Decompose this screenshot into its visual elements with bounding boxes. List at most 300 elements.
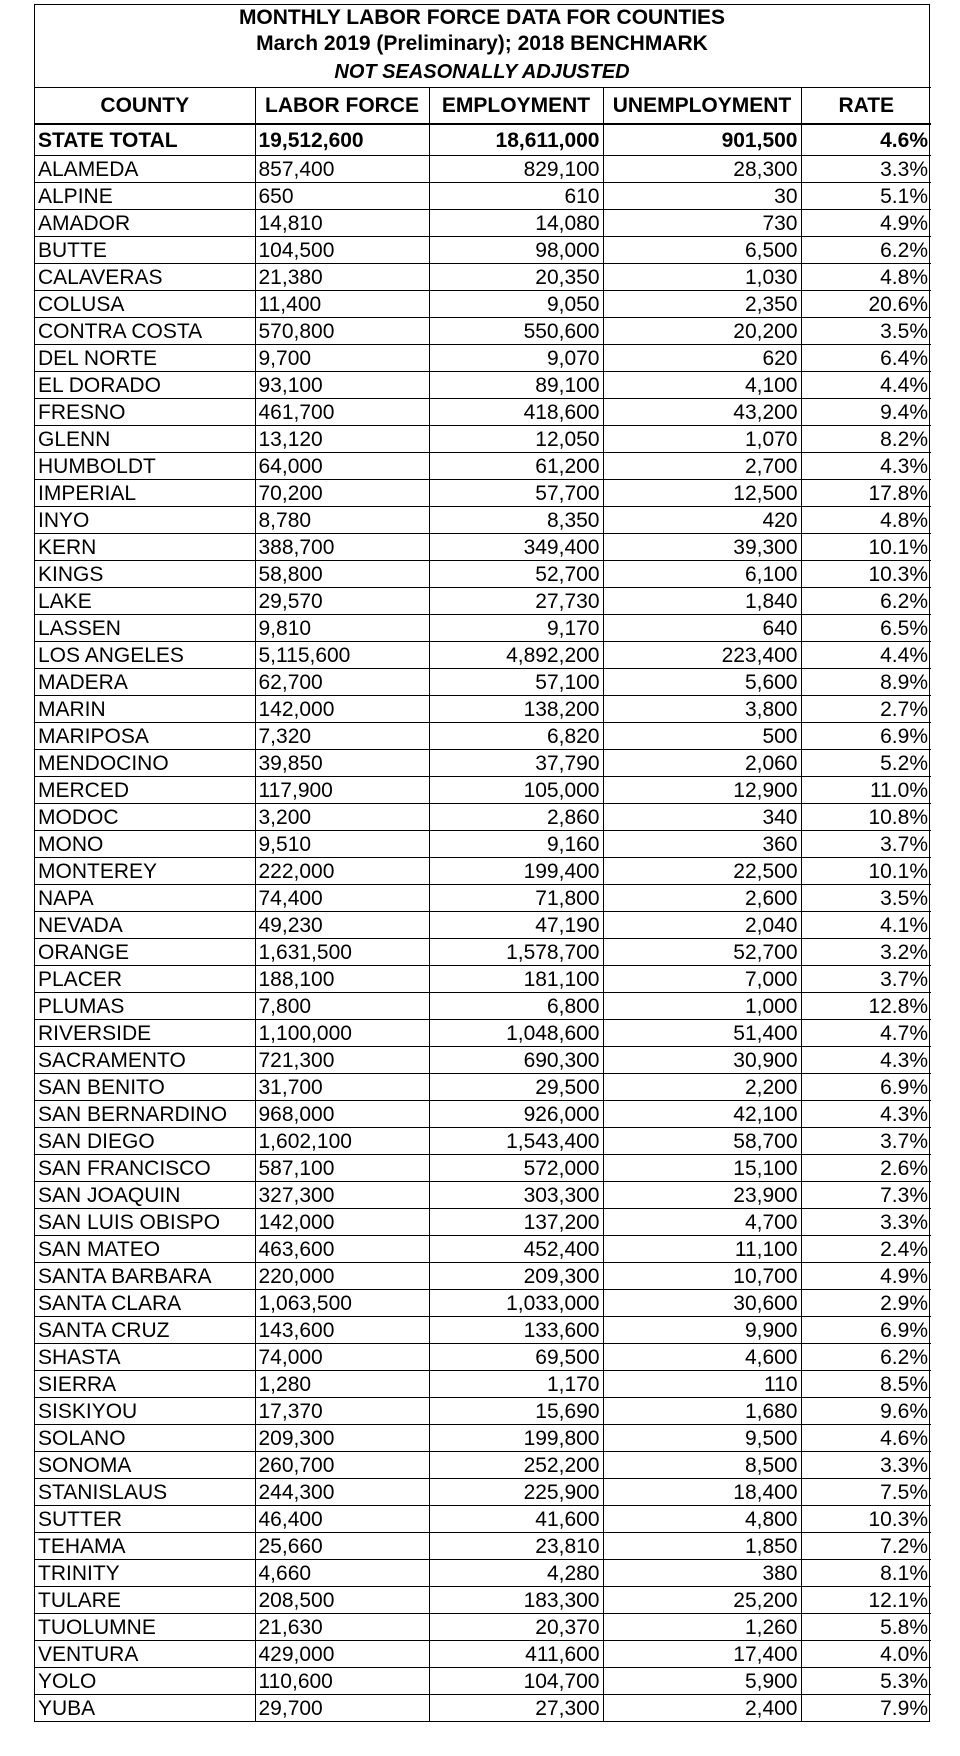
labor-force-value: 1,100,000: [255, 1020, 429, 1047]
rate-value: 4.9%: [801, 210, 931, 237]
unemployment-value: 30,900: [603, 1047, 801, 1074]
employment-value: 9,160: [429, 831, 603, 858]
county-name: IMPERIAL: [35, 480, 255, 507]
unemployment-value: 730: [603, 210, 801, 237]
county-name: MODOC: [35, 804, 255, 831]
table-row: [35, 885, 931, 912]
labor-force-value: 74,000: [255, 1344, 429, 1371]
unemployment-value: 15,100: [603, 1155, 801, 1182]
rate-value: 7.5%: [801, 1479, 931, 1506]
employment-value: 29,500: [429, 1074, 603, 1101]
unemployment-value: 5,600: [603, 669, 801, 696]
unemployment-value: 1,850: [603, 1533, 801, 1560]
employment-value: 9,170: [429, 615, 603, 642]
employment-value: 418,600: [429, 399, 603, 426]
county-name: MADERA: [35, 669, 255, 696]
rate-value: 2.4%: [801, 1236, 931, 1263]
rate-value: 10.1%: [801, 858, 931, 885]
labor-force-value: 142,000: [255, 1209, 429, 1236]
labor-force-value: 461,700: [255, 399, 429, 426]
table-row: [35, 1371, 931, 1398]
unemployment-value: 2,600: [603, 885, 801, 912]
unemployment-value: 8,500: [603, 1452, 801, 1479]
rate-value: 5.1%: [801, 183, 931, 210]
unemployment-value: 22,500: [603, 858, 801, 885]
county-name: SAN LUIS OBISPO: [35, 1209, 255, 1236]
unemployment-value: 6,100: [603, 561, 801, 588]
table-row: [35, 750, 931, 777]
labor-force-value: 8,780: [255, 507, 429, 534]
labor-force-value: 21,380: [255, 264, 429, 291]
labor-force-value: 13,120: [255, 426, 429, 453]
table-row: [35, 1263, 931, 1290]
table-row: [35, 1560, 931, 1587]
county-name: SISKIYOU: [35, 1398, 255, 1425]
rate-value: 12.8%: [801, 993, 931, 1020]
county-name: SANTA CRUZ: [35, 1317, 255, 1344]
rate-value: 3.5%: [801, 318, 931, 345]
employment-value: 23,810: [429, 1533, 603, 1560]
table-row: [35, 723, 931, 750]
employment-value: 69,500: [429, 1344, 603, 1371]
county-name: YUBA: [35, 1695, 255, 1722]
rate-value: 3.3%: [801, 1209, 931, 1236]
labor-force-value: 1,280: [255, 1371, 429, 1398]
employment-value: 15,690: [429, 1398, 603, 1425]
county-name: SAN BERNARDINO: [35, 1101, 255, 1128]
unemployment-value: 9,500: [603, 1425, 801, 1452]
employment-value: 209,300: [429, 1263, 603, 1290]
labor-force-value: 968,000: [255, 1101, 429, 1128]
unemployment-value: 23,900: [603, 1182, 801, 1209]
rate-value: 4.1%: [801, 912, 931, 939]
rate-value: 6.9%: [801, 723, 931, 750]
employment-value: 1,048,600: [429, 1020, 603, 1047]
table-row: [35, 291, 931, 318]
table-row: [35, 156, 931, 183]
rate-value: 6.4%: [801, 345, 931, 372]
county-name: MONO: [35, 831, 255, 858]
employment-value: 1,578,700: [429, 939, 603, 966]
rate-value: 17.8%: [801, 480, 931, 507]
employment-value: 27,730: [429, 588, 603, 615]
employment-value: 829,100: [429, 156, 603, 183]
county-name: YOLO: [35, 1668, 255, 1695]
rate-value: 12.1%: [801, 1587, 931, 1614]
rate-value: 5.3%: [801, 1668, 931, 1695]
table-row: [35, 399, 931, 426]
labor-force-value: 29,700: [255, 1695, 429, 1722]
employment-value: 71,800: [429, 885, 603, 912]
county-name: NEVADA: [35, 912, 255, 939]
employment-value: 252,200: [429, 1452, 603, 1479]
adjustment-note: NOT SEASONALLY ADJUSTED: [334, 61, 630, 83]
rate-value: 4.4%: [801, 372, 931, 399]
rate-value: 2.6%: [801, 1155, 931, 1182]
header-county: COUNTY: [35, 88, 255, 125]
rate-value: 6.2%: [801, 237, 931, 264]
county-name: DEL NORTE: [35, 345, 255, 372]
rate-value: 4.6%: [801, 1425, 931, 1452]
county-name: LASSEN: [35, 615, 255, 642]
employment-value: 690,300: [429, 1047, 603, 1074]
unemployment-value: 30,600: [603, 1290, 801, 1317]
table-row: [35, 615, 931, 642]
labor-force-value: 11,400: [255, 291, 429, 318]
labor-force-value: 650: [255, 183, 429, 210]
county-name: SANTA BARBARA: [35, 1263, 255, 1290]
employment-value: 199,800: [429, 1425, 603, 1452]
table-row: [35, 1236, 931, 1263]
employment-value: 2,860: [429, 804, 603, 831]
employment-value: 6,800: [429, 993, 603, 1020]
labor-force-value: 31,700: [255, 1074, 429, 1101]
table-row: [35, 831, 931, 858]
table-row: [35, 1074, 931, 1101]
rate-value: 4.8%: [801, 507, 931, 534]
county-name: TUOLUMNE: [35, 1614, 255, 1641]
labor-force-value: 5,115,600: [255, 642, 429, 669]
table-row: [35, 507, 931, 534]
table-row: [35, 480, 931, 507]
table-row: [35, 237, 931, 264]
rate-value: 6.2%: [801, 588, 931, 615]
labor-force-value: 209,300: [255, 1425, 429, 1452]
unemployment-value: 43,200: [603, 399, 801, 426]
table-row: [35, 1425, 931, 1452]
county-name: SHASTA: [35, 1344, 255, 1371]
employment-value: 4,892,200: [429, 642, 603, 669]
table-row: [35, 1479, 931, 1506]
county-name: SAN DIEGO: [35, 1128, 255, 1155]
employment-value: 1,033,000: [429, 1290, 603, 1317]
employment-value: 183,300: [429, 1587, 603, 1614]
rate-value: 6.5%: [801, 615, 931, 642]
labor-force-value: 4,660: [255, 1560, 429, 1587]
unemployment-value: 2,400: [603, 1695, 801, 1722]
table-row: [35, 1506, 931, 1533]
county-name: KINGS: [35, 561, 255, 588]
state-total-row: [35, 124, 931, 156]
unemployment-value: 1,840: [603, 588, 801, 615]
employment-value: 27,300: [429, 1695, 603, 1722]
table-header-row: [35, 88, 931, 125]
employment-value: 926,000: [429, 1101, 603, 1128]
rate-value: 4.3%: [801, 1047, 931, 1074]
labor-force-value: 104,500: [255, 237, 429, 264]
county-name: SAN BENITO: [35, 1074, 255, 1101]
employment-value: 1,170: [429, 1371, 603, 1398]
employment-value: 41,600: [429, 1506, 603, 1533]
unemployment-value: 20,200: [603, 318, 801, 345]
table-row: [35, 1155, 931, 1182]
unemployment-value: 380: [603, 1560, 801, 1587]
labor-force-value: 327,300: [255, 1182, 429, 1209]
table-row: [35, 372, 931, 399]
unemployment-value: 1,000: [603, 993, 801, 1020]
employment-value: 20,370: [429, 1614, 603, 1641]
labor-force-value: 570,800: [255, 318, 429, 345]
county-name: ALPINE: [35, 183, 255, 210]
employment-value: 104,700: [429, 1668, 603, 1695]
county-name: SOLANO: [35, 1425, 255, 1452]
table-row: [35, 804, 931, 831]
table-row: [35, 1533, 931, 1560]
unemployment-value: 11,100: [603, 1236, 801, 1263]
labor-force-value: 9,810: [255, 615, 429, 642]
rate-value: 10.1%: [801, 534, 931, 561]
labor-force-value: 117,900: [255, 777, 429, 804]
unemployment-value: 39,300: [603, 534, 801, 561]
table-row: [35, 534, 931, 561]
table-row: [35, 1101, 931, 1128]
rate-value: 8.5%: [801, 1371, 931, 1398]
rate-value: 7.3%: [801, 1182, 931, 1209]
unemployment-value: 4,800: [603, 1506, 801, 1533]
employment-value: 138,200: [429, 696, 603, 723]
employment-value: 303,300: [429, 1182, 603, 1209]
employment-value: 57,700: [429, 480, 603, 507]
total-rate: 4.6%: [801, 124, 931, 156]
county-name: HUMBOLDT: [35, 453, 255, 480]
unemployment-value: 1,680: [603, 1398, 801, 1425]
employment-value: 610: [429, 183, 603, 210]
county-name: KERN: [35, 534, 255, 561]
labor-force-value: 17,370: [255, 1398, 429, 1425]
labor-force-value: 388,700: [255, 534, 429, 561]
employment-value: 9,070: [429, 345, 603, 372]
rate-value: 3.5%: [801, 885, 931, 912]
unemployment-value: 28,300: [603, 156, 801, 183]
employment-value: 199,400: [429, 858, 603, 885]
county-name: ORANGE: [35, 939, 255, 966]
rate-value: 4.0%: [801, 1641, 931, 1668]
total-unemployment: 901,500: [603, 124, 801, 156]
table-body: [35, 124, 931, 1721]
county-name: SONOMA: [35, 1452, 255, 1479]
unemployment-value: 10,700: [603, 1263, 801, 1290]
rate-value: 10.3%: [801, 561, 931, 588]
table-row: [35, 858, 931, 885]
labor-force-value: 220,000: [255, 1263, 429, 1290]
page-title: MONTHLY LABOR FORCE DATA FOR COUNTIES: [238, 6, 726, 29]
unemployment-value: 620: [603, 345, 801, 372]
labor-force-value: 46,400: [255, 1506, 429, 1533]
total-labor-force: 19,512,600: [255, 124, 429, 156]
rate-value: 9.6%: [801, 1398, 931, 1425]
labor-force-value: 9,510: [255, 831, 429, 858]
county-name: SANTA CLARA: [35, 1290, 255, 1317]
employment-value: 98,000: [429, 237, 603, 264]
county-name: TULARE: [35, 1587, 255, 1614]
unemployment-value: 2,060: [603, 750, 801, 777]
unemployment-value: 4,100: [603, 372, 801, 399]
county-name: CALAVERAS: [35, 264, 255, 291]
labor-force-value: 1,063,500: [255, 1290, 429, 1317]
labor-force-value: 74,400: [255, 885, 429, 912]
county-name: MARIN: [35, 696, 255, 723]
unemployment-value: 30: [603, 183, 801, 210]
county-name: AMADOR: [35, 210, 255, 237]
rate-value: 3.3%: [801, 1452, 931, 1479]
page-subtitle: March 2019 (Preliminary); 2018 BENCHMARK: [256, 32, 708, 55]
rate-value: 4.3%: [801, 453, 931, 480]
rate-value: 4.8%: [801, 264, 931, 291]
table-row: [35, 912, 931, 939]
rate-value: 6.2%: [801, 1344, 931, 1371]
table-row: [35, 777, 931, 804]
labor-force-value: 14,810: [255, 210, 429, 237]
table-row: [35, 183, 931, 210]
table-row: [35, 561, 931, 588]
table-row: [35, 1290, 931, 1317]
rate-value: 4.7%: [801, 1020, 931, 1047]
unemployment-value: 360: [603, 831, 801, 858]
labor-force-value: 58,800: [255, 561, 429, 588]
table-row: [35, 426, 931, 453]
labor-force-value: 7,320: [255, 723, 429, 750]
rate-value: 7.9%: [801, 1695, 931, 1722]
county-name: PLACER: [35, 966, 255, 993]
unemployment-value: 25,200: [603, 1587, 801, 1614]
unemployment-value: 2,700: [603, 453, 801, 480]
unemployment-value: 12,500: [603, 480, 801, 507]
county-name: COLUSA: [35, 291, 255, 318]
table-row: [35, 1317, 931, 1344]
labor-force-value: 857,400: [255, 156, 429, 183]
table-row: [35, 1344, 931, 1371]
county-name: NAPA: [35, 885, 255, 912]
table-row: [35, 210, 931, 237]
labor-force-value: 463,600: [255, 1236, 429, 1263]
rate-value: 3.3%: [801, 156, 931, 183]
total-label: STATE TOTAL: [35, 124, 255, 156]
labor-force-value: 29,570: [255, 588, 429, 615]
employment-value: 181,100: [429, 966, 603, 993]
table-row: [35, 318, 931, 345]
county-name: VENTURA: [35, 1641, 255, 1668]
table-row: [35, 453, 931, 480]
rate-value: 4.4%: [801, 642, 931, 669]
employment-value: 57,100: [429, 669, 603, 696]
employment-value: 61,200: [429, 453, 603, 480]
header-rate: RATE: [801, 88, 931, 125]
table-row: [35, 1398, 931, 1425]
labor-force-value: 93,100: [255, 372, 429, 399]
rate-value: 3.2%: [801, 939, 931, 966]
unemployment-value: 2,040: [603, 912, 801, 939]
employment-value: 37,790: [429, 750, 603, 777]
labor-force-value: 721,300: [255, 1047, 429, 1074]
rate-value: 7.2%: [801, 1533, 931, 1560]
rate-value: 4.3%: [801, 1101, 931, 1128]
unemployment-value: 1,070: [603, 426, 801, 453]
employment-value: 52,700: [429, 561, 603, 588]
employment-value: 12,050: [429, 426, 603, 453]
table-row: [35, 1668, 931, 1695]
unemployment-value: 1,260: [603, 1614, 801, 1641]
county-name: SAN MATEO: [35, 1236, 255, 1263]
employment-value: 9,050: [429, 291, 603, 318]
labor-force-value: 64,000: [255, 453, 429, 480]
county-name: LOS ANGELES: [35, 642, 255, 669]
unemployment-value: 51,400: [603, 1020, 801, 1047]
labor-force-value: 587,100: [255, 1155, 429, 1182]
county-name: LAKE: [35, 588, 255, 615]
labor-force-sheet: [34, 4, 930, 1722]
county-name: TRINITY: [35, 1560, 255, 1587]
labor-force-value: 143,600: [255, 1317, 429, 1344]
employment-value: 550,600: [429, 318, 603, 345]
labor-force-value: 7,800: [255, 993, 429, 1020]
labor-force-value: 62,700: [255, 669, 429, 696]
table-row: [35, 669, 931, 696]
labor-force-value: 25,660: [255, 1533, 429, 1560]
rate-value: 4.9%: [801, 1263, 931, 1290]
employment-value: 572,000: [429, 1155, 603, 1182]
labor-force-value: 142,000: [255, 696, 429, 723]
county-name: SUTTER: [35, 1506, 255, 1533]
county-name: PLUMAS: [35, 993, 255, 1020]
header-employment: EMPLOYMENT: [429, 88, 603, 125]
header-unemployment: UNEMPLOYMENT: [603, 88, 801, 125]
county-name: SAN FRANCISCO: [35, 1155, 255, 1182]
unemployment-value: 2,350: [603, 291, 801, 318]
unemployment-value: 42,100: [603, 1101, 801, 1128]
employment-value: 1,543,400: [429, 1128, 603, 1155]
rate-value: 6.9%: [801, 1317, 931, 1344]
rate-value: 5.8%: [801, 1614, 931, 1641]
county-name: EL DORADO: [35, 372, 255, 399]
rate-value: 8.9%: [801, 669, 931, 696]
employment-value: 137,200: [429, 1209, 603, 1236]
county-name: MARIPOSA: [35, 723, 255, 750]
header-labor-force: LABOR FORCE: [255, 88, 429, 125]
labor-force-value: 9,700: [255, 345, 429, 372]
rate-value: 3.7%: [801, 966, 931, 993]
table-row: [35, 993, 931, 1020]
unemployment-value: 18,400: [603, 1479, 801, 1506]
unemployment-value: 1,030: [603, 264, 801, 291]
unemployment-value: 500: [603, 723, 801, 750]
unemployment-value: 12,900: [603, 777, 801, 804]
unemployment-value: 17,400: [603, 1641, 801, 1668]
employment-value: 47,190: [429, 912, 603, 939]
table-row: [35, 1020, 931, 1047]
unemployment-value: 420: [603, 507, 801, 534]
unemployment-value: 58,700: [603, 1128, 801, 1155]
rate-value: 9.4%: [801, 399, 931, 426]
table-row: [35, 1128, 931, 1155]
unemployment-value: 640: [603, 615, 801, 642]
labor-force-value: 260,700: [255, 1452, 429, 1479]
county-name: SIERRA: [35, 1371, 255, 1398]
rate-value: 8.2%: [801, 426, 931, 453]
unemployment-value: 4,700: [603, 1209, 801, 1236]
labor-force-value: 208,500: [255, 1587, 429, 1614]
county-name: STANISLAUS: [35, 1479, 255, 1506]
county-name: SACRAMENTO: [35, 1047, 255, 1074]
labor-force-value: 39,850: [255, 750, 429, 777]
unemployment-value: 223,400: [603, 642, 801, 669]
county-name: FRESNO: [35, 399, 255, 426]
employment-value: 225,900: [429, 1479, 603, 1506]
labor-force-value: 244,300: [255, 1479, 429, 1506]
rate-value: 2.9%: [801, 1290, 931, 1317]
labor-force-value: 70,200: [255, 480, 429, 507]
rate-value: 6.9%: [801, 1074, 931, 1101]
rate-value: 20.6%: [801, 291, 931, 318]
